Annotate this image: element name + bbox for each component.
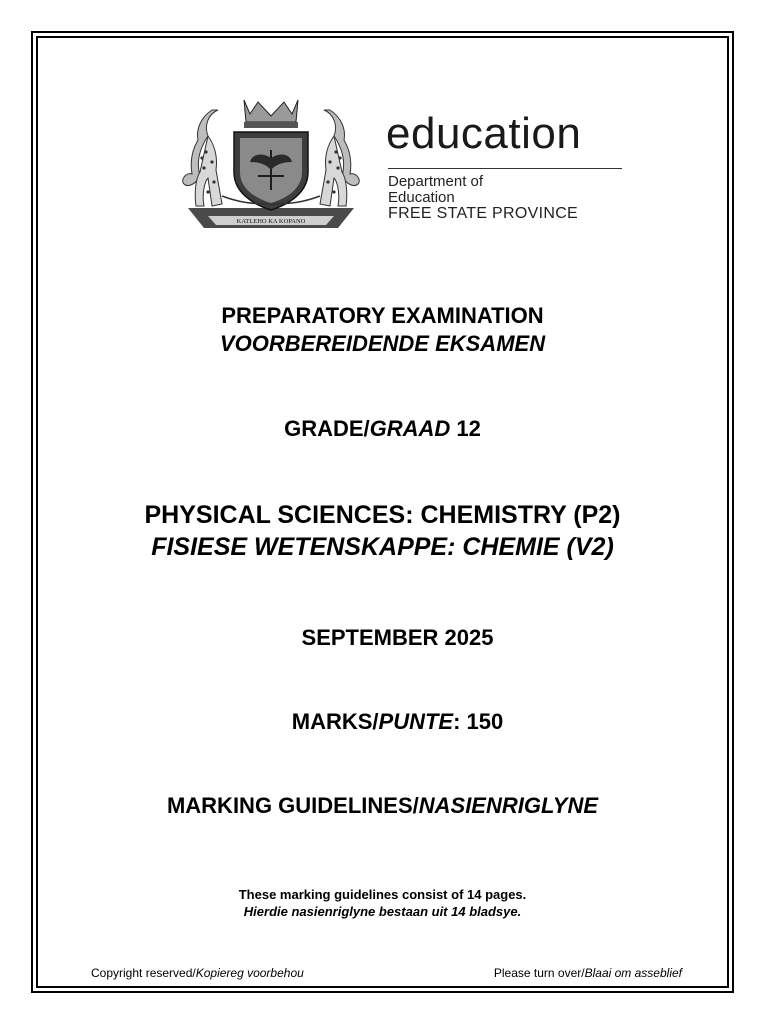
footer-turn-over-italic: Blaai om asseblief bbox=[584, 966, 682, 980]
grade-italic: GRAAD bbox=[369, 416, 451, 441]
marks-line bbox=[36, 708, 729, 736]
grade-line bbox=[36, 415, 729, 443]
page-count-af: Hierdie nasienriglyne bestaan uit 14 bladsye. bbox=[243, 904, 522, 919]
marks-prefix: MARKS/ bbox=[291, 709, 379, 734]
page-count-en: These marking guidelines consist of 14 pages. bbox=[238, 887, 527, 902]
exam-title-block bbox=[36, 302, 729, 358]
exam-title-af: VOORBEREIDENDE EKSAMEN bbox=[219, 331, 546, 356]
footer-copyright bbox=[91, 966, 304, 980]
exam-date: SEPTEMBER 2025 bbox=[301, 625, 494, 650]
logo-line-1: Department of bbox=[388, 173, 484, 190]
logo-department bbox=[388, 174, 578, 222]
page-count-note bbox=[36, 886, 729, 920]
guidelines-heading bbox=[36, 792, 729, 820]
logo-line-2: Education bbox=[388, 189, 455, 206]
footer-turn-over bbox=[494, 966, 682, 980]
guidelines-italic: NASIENRIGLYNE bbox=[418, 793, 599, 818]
guidelines-prefix: MARKING GUIDELINES/ bbox=[166, 793, 419, 818]
marks-value: : 150 bbox=[453, 709, 504, 734]
grade-prefix: GRADE/ bbox=[284, 416, 370, 441]
motto-text: KATLEHO KA KOPANO bbox=[236, 218, 306, 225]
subject-af: FISIESE WETENSKAPPE: CHEMIE (V2) bbox=[151, 533, 614, 561]
exam-title-en: PREPARATORY EXAMINATION bbox=[221, 303, 544, 328]
logo-line-3: FREE STATE PROVINCE bbox=[388, 205, 579, 222]
logo-wordmark: education bbox=[386, 109, 582, 158]
logo-divider bbox=[388, 168, 622, 169]
subject-en: PHYSICAL SCIENCES: CHEMISTRY (P2) bbox=[144, 501, 621, 529]
subject-block bbox=[36, 499, 729, 563]
grade-value: 12 bbox=[450, 416, 481, 441]
footer-turn-over-prefix: Please turn over/ bbox=[493, 966, 585, 980]
marks-italic: PUNTE bbox=[378, 709, 454, 734]
footer-copyright-italic: Kopiereg voorbehou bbox=[195, 966, 304, 980]
footer-copyright-prefix: Copyright reserved/ bbox=[91, 966, 196, 980]
coat-of-arms-logo bbox=[178, 92, 364, 236]
